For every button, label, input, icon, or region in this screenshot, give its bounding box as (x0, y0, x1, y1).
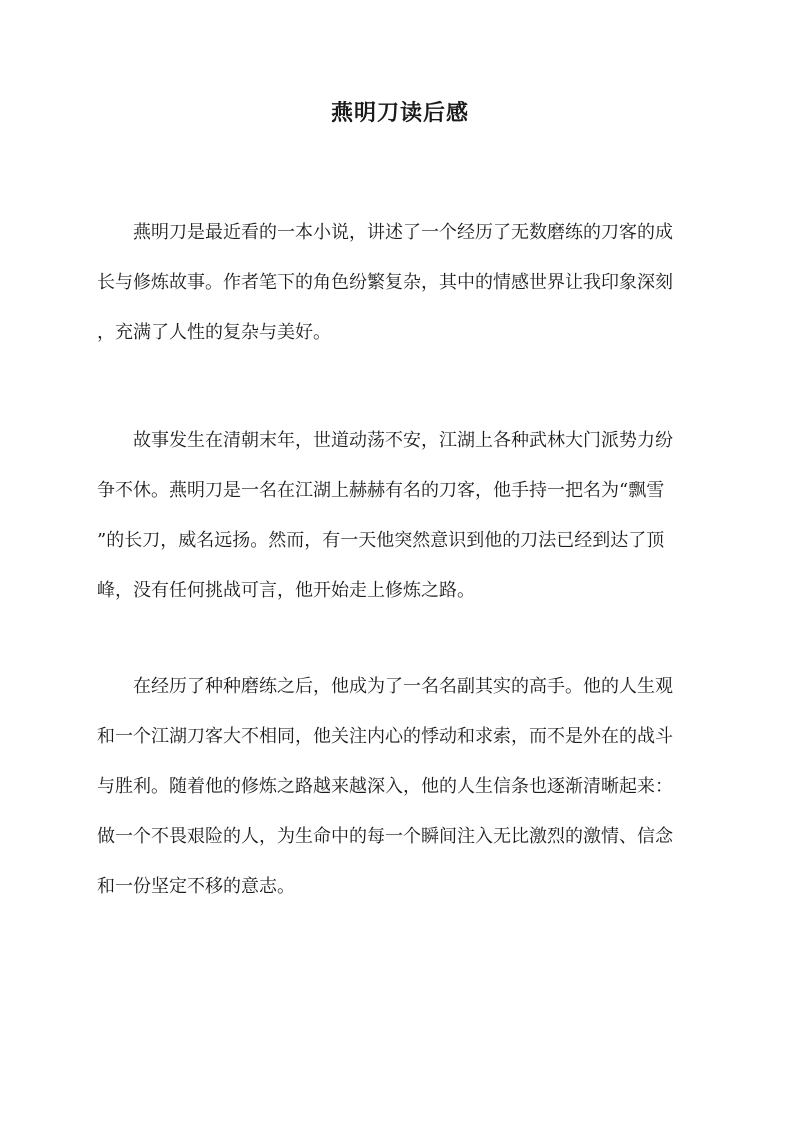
paragraph-2 (97, 416, 703, 616)
paragraph-3 (97, 662, 703, 912)
paragraph-line: 与胜利。随着他的修炼之路越来越深入，他的人生信条也逐渐清晰起来： (97, 776, 673, 797)
document-title: 燕明刀读后感 (330, 100, 469, 126)
paragraph-line: 长与修炼故事。作者笔下的角色纷繁复杂，其中的情感世界让我印象深刻 (97, 272, 673, 293)
paragraph-line: 故事发生在清朝末年，世道动荡不安，江湖上各种武林大门派势力纷 (133, 430, 673, 451)
paragraph-line: 和一份坚定不移的意志。 (97, 876, 295, 897)
paragraph-line: 和一个江湖刀客大不相同，他关注内心的悸动和求索，而不是外在的战斗 (97, 726, 673, 747)
paragraph-line: 争不休。燕明刀是一名在江湖上赫赫有名的刀客，他手持一把名为“飘雪 (97, 480, 665, 501)
paragraph-line: ，充满了人性的复杂与美好。 (97, 322, 331, 343)
paragraph-line: 燕明刀是最近看的一本小说，讲述了一个经历了无数磨练的刀客的成 (133, 222, 673, 243)
paragraph-line: ”的长刀，威名远扬。然而，有一天他突然意识到他的刀法已经到达了顶 (97, 530, 665, 551)
paragraph-line: 在经历了种种磨练之后，他成为了一名名副其实的高手。他的人生观 (133, 676, 673, 697)
paragraph-line: 做一个不畏艰险的人，为生命中的每一个瞬间注入无比激烈的激情、信念 (97, 826, 673, 847)
paragraph-line: 峰，没有任何挑战可言，他开始走上修炼之路。 (97, 580, 475, 601)
paragraph-1 (97, 208, 703, 358)
